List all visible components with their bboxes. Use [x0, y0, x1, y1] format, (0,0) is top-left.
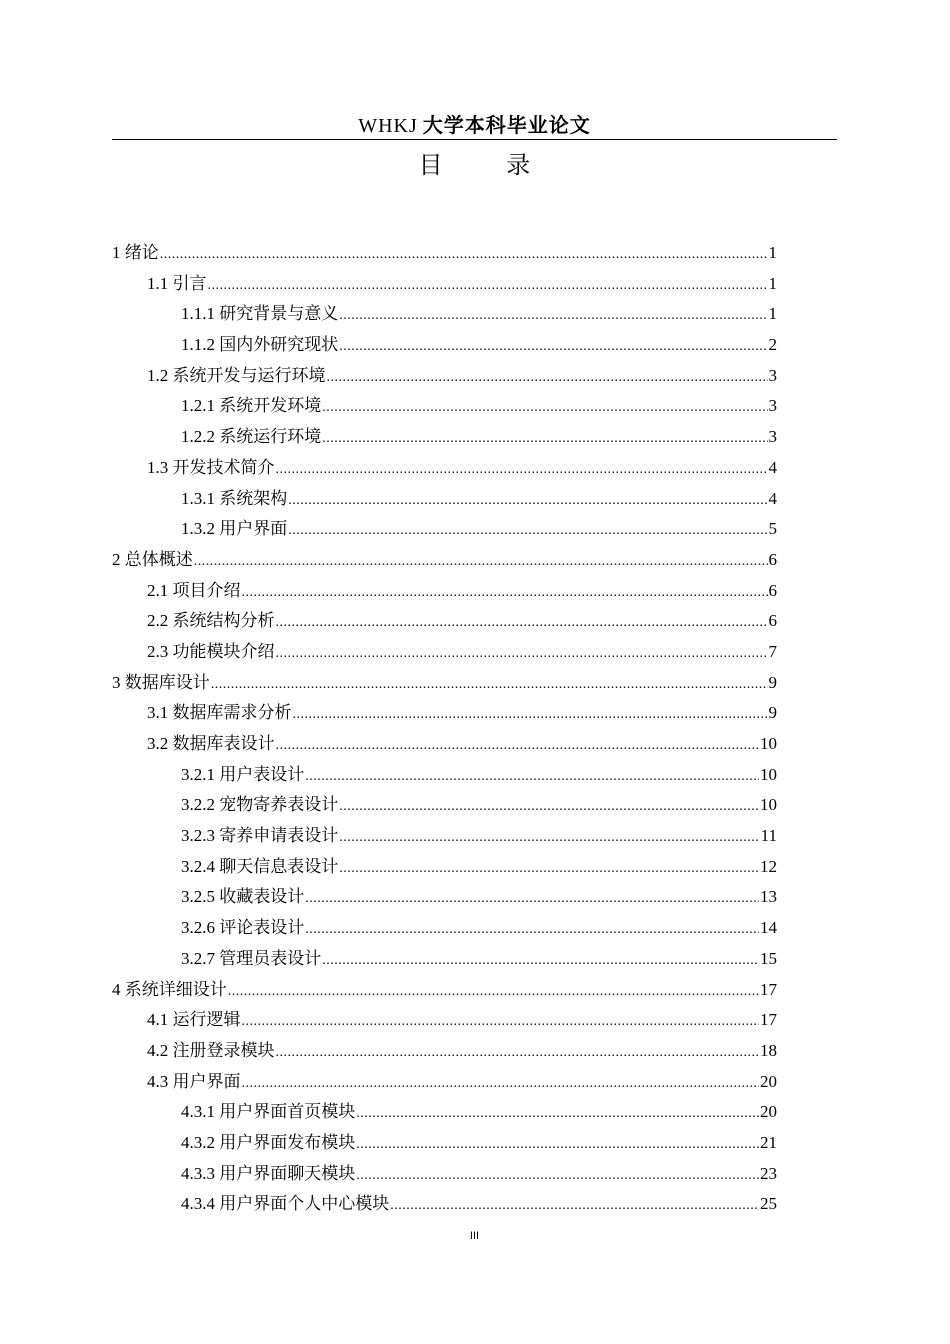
- toc-entry[interactable]: [112, 514, 777, 545]
- toc-leader-dots: [276, 639, 768, 670]
- toc-entry-title: 1.2.1 系统开发环境: [181, 396, 322, 416]
- toc-entry-title: 4.3.2 用户界面发布模块: [181, 1132, 356, 1152]
- toc-entry[interactable]: [112, 1159, 777, 1190]
- toc-entry-title: 1.2 系统开发与运行环境: [147, 365, 326, 385]
- toc-entry[interactable]: [112, 484, 777, 515]
- toc-leader-dots: [242, 1069, 760, 1100]
- toc-entry-page: 23: [760, 1163, 777, 1183]
- toc-entry[interactable]: [112, 422, 777, 453]
- toc-entry-page: 12: [760, 856, 777, 876]
- toc-leader-dots: [242, 1007, 760, 1038]
- toc-title: 目 录: [418, 151, 559, 179]
- toc-leader-dots: [339, 301, 767, 332]
- toc-leader-dots: [322, 424, 767, 455]
- toc-leader-dots: [327, 363, 768, 394]
- toc-entry-page: 10: [760, 764, 777, 784]
- toc-leader-dots: [228, 977, 759, 1008]
- toc-entry[interactable]: [112, 576, 777, 607]
- toc-entry[interactable]: [112, 637, 777, 668]
- toc-entry-page: 9: [768, 672, 777, 692]
- toc-leader-dots: [339, 854, 759, 885]
- toc-entry[interactable]: [112, 238, 777, 269]
- running-header: [112, 112, 837, 139]
- toc-entry-title: 4.3.3 用户界面聊天模块: [181, 1163, 356, 1183]
- toc-entry-title: 3.2 数据库表设计: [147, 734, 275, 753]
- toc-entry-page: 10: [760, 795, 777, 815]
- toc-entry-page: 1: [768, 304, 777, 324]
- toc-leader-dots: [390, 1191, 759, 1222]
- toc-entry[interactable]: [112, 330, 777, 361]
- toc-leader-dots: [276, 608, 768, 639]
- toc-entry[interactable]: [112, 913, 777, 944]
- toc-entry-page: 3: [768, 427, 777, 447]
- toc-leader-dots: [208, 271, 768, 302]
- toc-entry[interactable]: [112, 729, 777, 760]
- toc-leader-dots: [305, 884, 759, 915]
- toc-entry-title: 1.3.2 用户界面: [181, 519, 288, 539]
- toc-leader-dots: [276, 1038, 760, 1069]
- toc-entry-page: 4: [768, 488, 777, 508]
- page-number: III: [469, 1230, 480, 1242]
- toc-leader-dots: [160, 240, 768, 271]
- toc-entry[interactable]: [112, 668, 777, 699]
- toc-entry[interactable]: [112, 698, 777, 729]
- toc-entry-title: 3.2.1 用户表设计: [181, 764, 305, 784]
- toc-leader-dots: [356, 1161, 759, 1192]
- toc-entry-title: 1.1.1 研究背景与意义: [181, 304, 339, 324]
- toc-leader-dots: [242, 578, 768, 609]
- toc-entry[interactable]: [112, 1036, 777, 1067]
- toc-entry-title: 4.1 运行逻辑: [147, 1010, 241, 1030]
- toc-entry[interactable]: [112, 760, 777, 791]
- toc-entry-title: 1.1.2 国内外研究现状: [181, 335, 339, 355]
- toc-entry-page: 9: [768, 703, 777, 723]
- toc-entry-title: 3.2.4 聊天信息表设计: [181, 856, 339, 876]
- toc-leader-dots: [288, 486, 767, 517]
- toc-entry[interactable]: [112, 299, 777, 330]
- toc-entry-page: 2: [768, 335, 777, 355]
- toc-leader-dots: [194, 547, 768, 578]
- toc-entry-page: 10: [760, 734, 777, 753]
- toc-entry-page: 6: [768, 580, 777, 600]
- toc-leader-dots: [356, 1099, 759, 1130]
- toc-entry-page: 20: [760, 1071, 777, 1091]
- toc-entry-page: 15: [760, 948, 777, 968]
- toc-entry-page: 6: [768, 549, 777, 569]
- toc-leader-dots: [211, 670, 768, 701]
- toc-entry[interactable]: [112, 1097, 777, 1128]
- toc-entry-title: 3 数据库设计: [112, 672, 210, 692]
- header-title: 大学本科毕业论文: [422, 113, 591, 137]
- toc-leader-dots: [339, 823, 759, 854]
- toc-entry-page: 5: [768, 519, 777, 539]
- toc-entry-title: 4.3.4 用户界面个人中心模块: [181, 1194, 390, 1214]
- toc-leader-dots: [339, 332, 767, 363]
- toc-entry[interactable]: [112, 852, 777, 883]
- toc-entry-page: 21: [760, 1132, 777, 1152]
- toc-entry[interactable]: [112, 361, 777, 392]
- toc-leader-dots: [276, 731, 760, 762]
- toc-entry-page: 1: [768, 273, 777, 293]
- toc-entry[interactable]: [112, 391, 777, 422]
- toc-leader-dots: [322, 946, 759, 977]
- toc-entry-page: 1: [768, 243, 777, 262]
- toc-entry-page: 25: [760, 1194, 777, 1214]
- toc-entry-page: 7: [768, 641, 777, 661]
- toc-entry[interactable]: [112, 1128, 777, 1159]
- toc-leader-dots: [356, 1130, 759, 1161]
- toc-entry[interactable]: [112, 453, 777, 484]
- toc-entry[interactable]: [112, 269, 777, 300]
- toc-entry-title: 2.1 项目介绍: [147, 580, 241, 600]
- toc-entry-title: 3.2.3 寄养申请表设计: [181, 826, 339, 846]
- toc-entry-title: 1.1 引言: [147, 273, 207, 293]
- toc-leader-dots: [276, 455, 768, 486]
- header-rule: [112, 139, 837, 140]
- toc-entry-page: 18: [760, 1040, 777, 1060]
- toc-entry-page: 11: [760, 826, 777, 846]
- table-of-contents: [112, 238, 777, 1220]
- toc-entry-page: 13: [760, 887, 777, 907]
- toc-leader-dots: [322, 393, 767, 424]
- toc-entry-title: 3.2.5 收藏表设计: [181, 887, 305, 907]
- toc-leader-dots: [293, 700, 768, 731]
- toc-leader-dots: [305, 915, 759, 946]
- toc-entry-page: 20: [760, 1102, 777, 1122]
- toc-entry[interactable]: [112, 545, 777, 576]
- toc-entry-title: 1.2.2 系统运行环境: [181, 427, 322, 447]
- toc-leader-dots: [305, 762, 759, 793]
- toc-entry-title: 4 系统详细设计: [112, 979, 227, 999]
- toc-entry-title: 1.3 开发技术简介: [147, 457, 275, 477]
- header-latin: WHKJ: [358, 115, 418, 137]
- toc-entry-title: 3.1 数据库需求分析: [147, 703, 292, 723]
- toc-entry[interactable]: [112, 606, 777, 637]
- toc-entry-title: 2.3 功能模块介绍: [147, 641, 275, 661]
- toc-entry-title: 4.3.1 用户界面首页模块: [181, 1102, 356, 1122]
- toc-entry-title: 4.3 用户界面: [147, 1071, 241, 1091]
- toc-entry-page: 3: [768, 396, 777, 416]
- toc-entry-title: 1 绪论: [112, 243, 159, 262]
- toc-entry-title: 2 总体概述: [112, 549, 193, 569]
- toc-entry-title: 3.2.6 评论表设计: [181, 918, 305, 938]
- toc-entry[interactable]: [112, 975, 777, 1006]
- toc-entry[interactable]: [112, 1189, 777, 1220]
- toc-leader-dots: [339, 792, 759, 823]
- toc-entry-page: 17: [760, 1010, 777, 1030]
- toc-entry[interactable]: [112, 944, 777, 975]
- toc-entry-page: 3: [768, 365, 777, 385]
- toc-leader-dots: [288, 516, 767, 547]
- toc-entry-title: 1.3.1 系统架构: [181, 488, 288, 508]
- toc-entry[interactable]: [112, 821, 777, 852]
- toc-entry[interactable]: [112, 1005, 777, 1036]
- toc-entry[interactable]: [112, 882, 777, 913]
- toc-entry-title: 4.2 注册登录模块: [147, 1040, 275, 1060]
- toc-entry-title: 3.2.2 宠物寄养表设计: [181, 795, 339, 815]
- toc-entry[interactable]: [112, 1067, 777, 1098]
- toc-entry-page: 4: [768, 457, 777, 477]
- toc-entry-page: 6: [768, 611, 777, 631]
- toc-entry-page: 17: [760, 979, 777, 999]
- toc-entry-title: 3.2.7 管理员表设计: [181, 948, 322, 968]
- toc-entry-page: 14: [760, 918, 777, 938]
- toc-entry-title: 2.2 系统结构分析: [147, 611, 275, 631]
- toc-entry[interactable]: [112, 790, 777, 821]
